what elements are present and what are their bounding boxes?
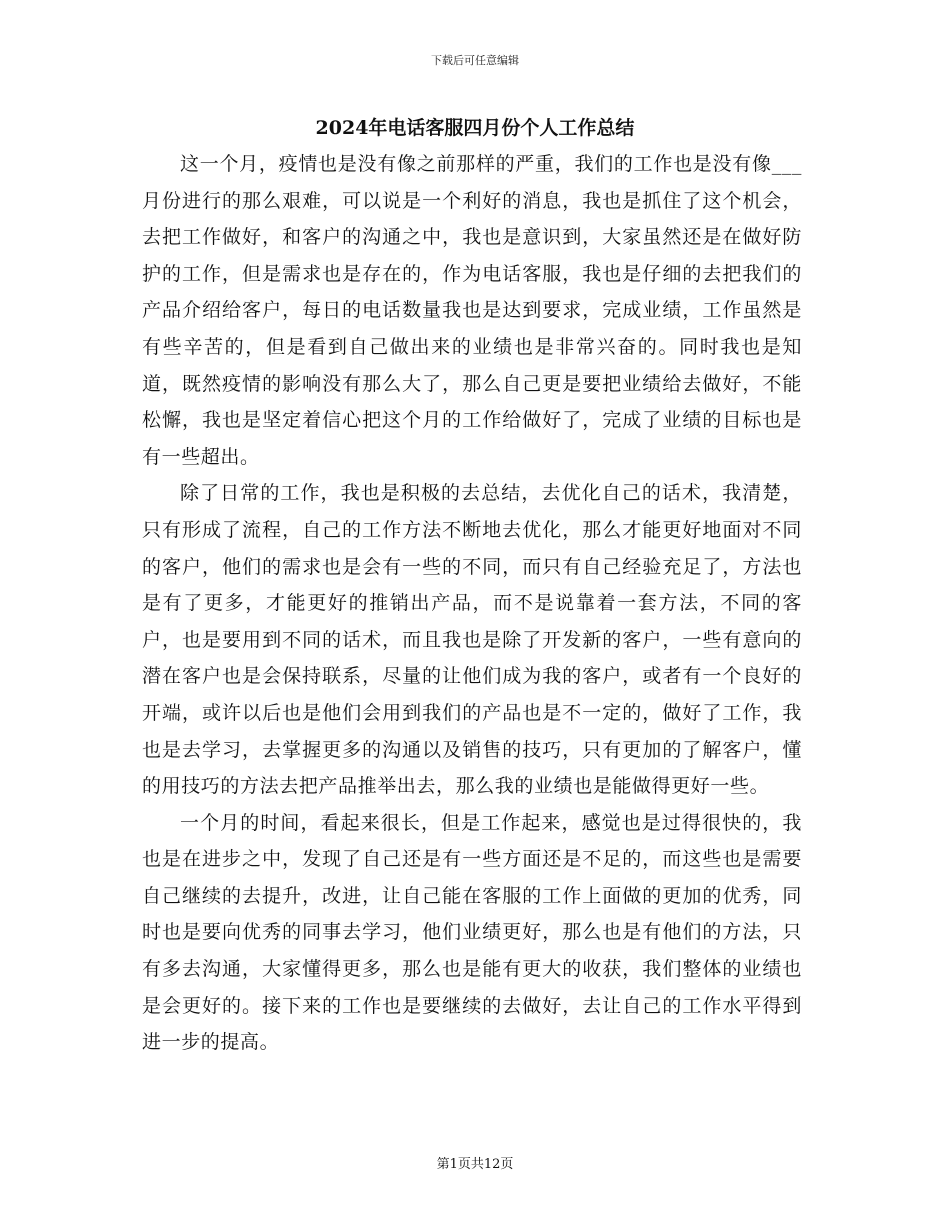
body-paragraph-3: 一个月的时间，看起来很长，但是工作起来，感觉也是过得很快的，我也是在进步之中，发现了自己还是有一些方面还是不足的，而这些也是需要自己继续的去提升，改进，让自己能在客服的工作上面做的更加的优秀，同时也是要向优秀的同事去学习，他们业绩更好，那么也是有他们的方法，只有多去沟通，大家懂得更多，那么也是能有更大的收获，我们整体的业绩也是会更好的。接下来的工作也是要继续的去做好，去让自己的工作水平得到进一步的提高。 bbox=[142, 811, 802, 1054]
body-paragraph-2: 除了日常的工作，我也是积极的去总结，去优化自己的话术，我清楚，只有形成了流程，自己的工作方法不断地去优化，那么才能更好地面对不同的客户，他们的需求也是会有一些的不同，而只有自己经验充足了，方法也是有了更多，才能更好的推销出产品，而不是说靠着一套方法，不同的客户，也是要用到不同的话术，而且我也是除了开发新的客户，一些有意向的潜在客户也是会保持联系，尽量的让他们成为我的客户，或者有一个良好的开端，或许以后也是他们会用到我们的产品也是不一定的，做好了工作，我也是去学习，去掌握更多的沟通以及销售的技巧，只有更加的了解客户，懂的用技巧的方法去把产品推举出去，那么我的业绩也是能做得更好一些。 bbox=[142, 482, 802, 798]
body-paragraph-1: 这一个月，疫情也是没有像之前那样的严重，我们的工作也是没有像___月份进行的那么艰难，可以说是一个利好的消息，我也是抓住了这个机会，去把工作做好，和客户的沟通之中，我也是意识到，大家虽然还是在做好防护的工作，但是需求也是存在的，作为电话客服，我也是仔细的去把我们的产品介绍给客户，每日的电话数量我也是达到要求，完成业绩，工作虽然是有些辛苦的，但是看到自己做出来的业绩也是非常兴奋的。同时我也是知道，既然疫情的影响没有那么大了，那么自己更是要把业绩给去做好，不能松懈，我也是坚定着信心把这个月的工作给做好了，完成了业绩的目标也是有一些超出。 bbox=[142, 153, 802, 468]
page-number-footer: 第1页共12页 bbox=[436, 1157, 514, 1172]
page-header-note: 下载后可任意编辑 bbox=[431, 54, 519, 67]
document-title: 2024年电话客服四月份个人工作总结 bbox=[315, 117, 635, 139]
document-body bbox=[142, 146, 802, 1061]
